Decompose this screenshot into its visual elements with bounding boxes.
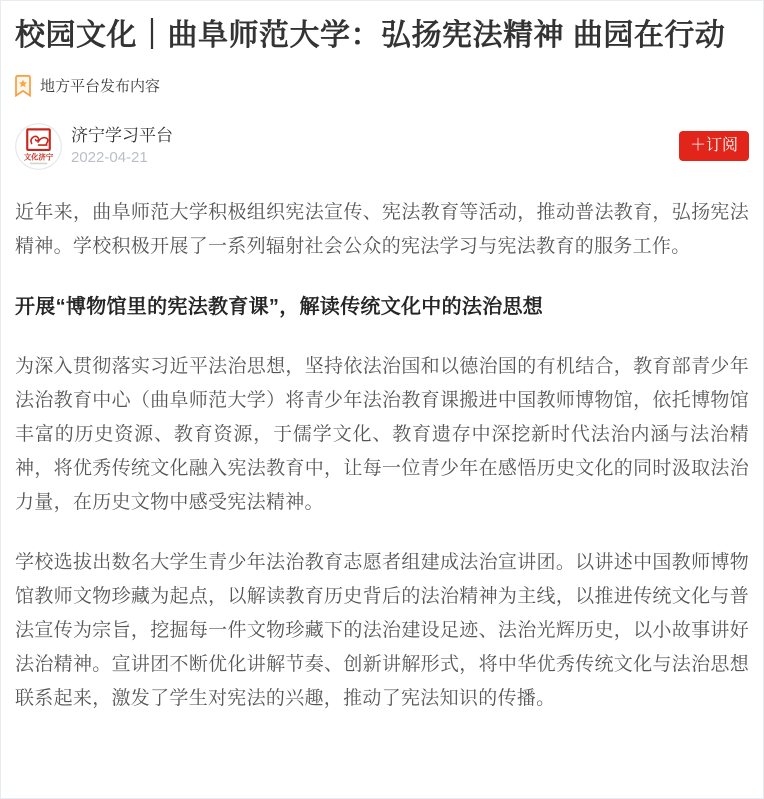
platform-badge-label: 地方平台发布内容 <box>40 78 161 95</box>
publisher-bar <box>15 123 749 170</box>
subscribe-button[interactable]: ＋订阅 <box>679 131 749 161</box>
article-body <box>15 196 749 716</box>
page-title: 校园文化｜曲阜师范大学：弘扬宪法精神 曲园在行动 <box>15 19 726 52</box>
publisher-name[interactable]: 济宁学习平台 <box>71 125 173 145</box>
ribbon-star-icon <box>15 75 31 97</box>
platform-badge <box>15 75 749 97</box>
article-paragraph-3: 学校选拔出数名大学生青少年法治教育志愿者组建成法治宣讲团。以讲述中国教师博物馆教师文物珍藏为起点，以解读教育历史背后的法治精神为主线，以推进传统文化与普法宣传为宗旨，挖掘每一件文物珍藏下的法治建设足迹、法治光辉历史，以小故事讲好法治精神。宣讲团不断优化讲解节奏、创新讲解形式，将中华优秀传统文化与法治思想联系起来，激发了学生对宪法的兴趣，推动了宪法知识的传播。 <box>15 551 749 709</box>
article-paragraph-1: 近年来，曲阜师范大学积极组织宪法宣传、宪法教育等活动，推动普法教育，弘扬宪法精神。学校积极开展了一系列辐射社会公众的宪法学习与宪法教育的服务工作。 <box>15 201 749 257</box>
article-subheading: 开展“博物馆里的宪法教育课”，解读传统文化中的法治思想 <box>15 295 544 318</box>
svg-text:文化济宁: 文化济宁 <box>23 152 54 162</box>
publisher-avatar jining-culture-seal-icon[interactable] <box>15 123 62 170</box>
article-paragraph-2: 为深入贯彻落实习近平法治思想，坚持依法治国和以德治国的有机结合，教育部青少年法治教育中心（曲阜师范大学）将青少年法治教育课搬进中国教师博物馆，依托博物馆丰富的历史资源、教育资源，于儒学文化、教育遗存中深挖新时代法治内涵与法治精神，将优秀传统文化融入宪法教育中，让每一位青少年在感悟历史文化的同时汲取法治力量，在历史文物中感受宪法精神。 <box>15 355 749 513</box>
publisher-meta <box>71 125 173 167</box>
publish-date: 2022-04-21 <box>71 149 148 167</box>
